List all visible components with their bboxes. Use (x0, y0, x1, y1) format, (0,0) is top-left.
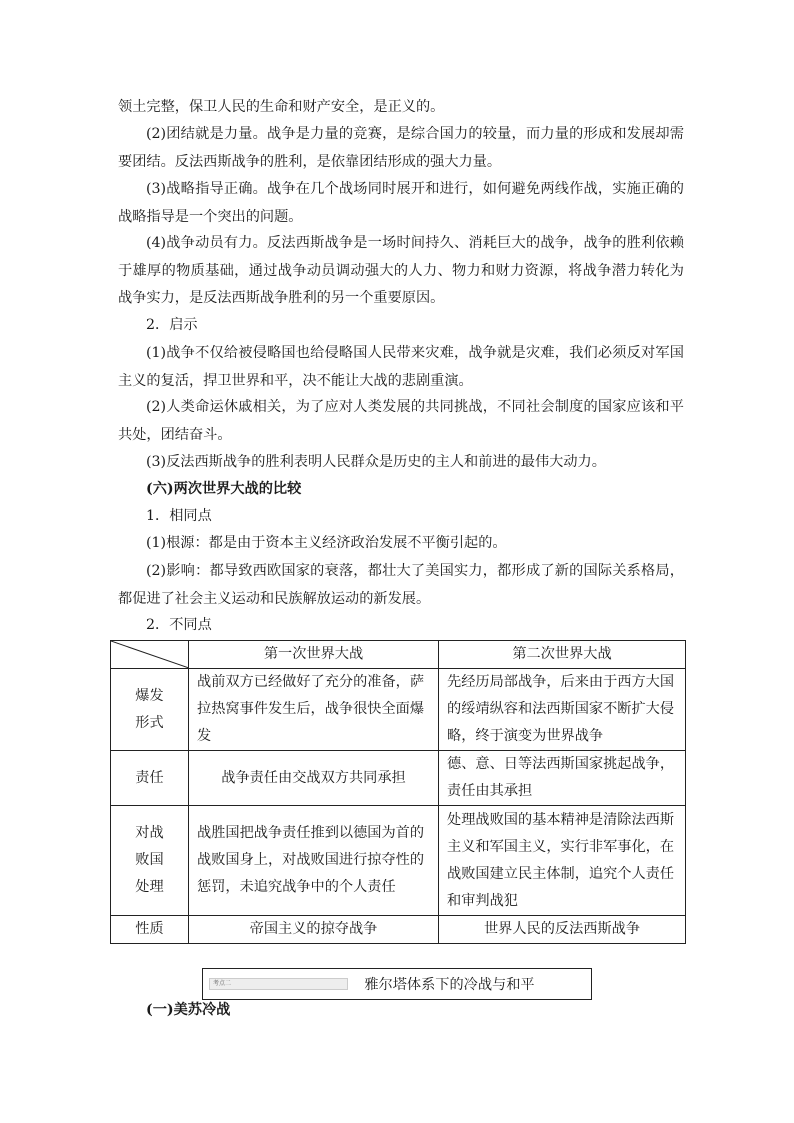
paragraph-enlightenment-1: (1)战争不仅给被侵略国也给侵略国人民带来灾难，战争就是灾难，我们必须反对军国主义的复活，捍卫世界和平，决不能让大战的悲剧重演。 (118, 345, 684, 389)
heading-cold-war: (一)美苏冷战 (146, 1002, 231, 1018)
table-row (111, 916, 686, 944)
cell-ww2-outbreak: 先经历局部战争，后来由于西方大国的绥靖纵容和法西斯国家不断扩大侵略，终于演变为世界战争 (439, 669, 686, 751)
table-header-ww1: 第一次世界大战 (189, 641, 439, 669)
cell-ww1-nature: 帝国主义的掠夺战争 (189, 916, 439, 944)
table-header-row (111, 641, 686, 669)
paragraph-mobilization: (4)战争动员有力。反法西斯战争是一场时间持久、消耗巨大的战争，战争的胜利依赖于雄厚的物质基础，通过战争动员调动强大的人力、物力和财力资源，将战争潜力转化为战争实力，是反法西斯战争胜利的另一个重要原因。 (118, 235, 684, 306)
paragraph-unity: (2)团结就是力量。战争是力量的竞赛，是综合国力的较量，而力量的形成和发展却需要团结。反法西斯战争的胜利，是依靠团结形成的强大力量。 (118, 126, 684, 170)
heading-comparison: (六)两次世界大战的比较 (146, 481, 302, 497)
heading-differences: 2．不同点 (146, 617, 212, 633)
table-row (111, 751, 686, 806)
cell-ww1-responsibility: 战争责任由交战双方共同承担 (189, 751, 439, 806)
row-label-nature: 性质 (111, 916, 189, 944)
section-title: 雅尔塔体系下的冷战与和平 (364, 977, 535, 993)
paragraph-enlightenment-2: (2)人类命运休戚相关，为了应对人类发展的共同挑战，不同社会制度的国家应该和平共处，团结奋斗。 (118, 399, 684, 443)
heading-enlightenment: 2．启示 (146, 317, 198, 333)
paragraph-strategy: (3)战略指导正确。战争在几个战场同时展开和进行，如何避免两线作战，实施正确的战略指导是一个突出的问题。 (118, 181, 684, 225)
comparison-table (110, 640, 686, 944)
row-label-outbreak: 爆发 形式 (111, 669, 189, 751)
cell-ww2-responsibility: 德、意、日等法西斯国家挑起战争，责任由其承担 (439, 751, 686, 806)
row-label-responsibility: 责任 (111, 751, 189, 806)
table-header-ww2: 第二次世界大战 (439, 641, 686, 669)
table-row (111, 806, 686, 916)
paragraph-root-cause: (1)根源：都是由于资本主义经济政治发展不平衡引起的。 (146, 535, 507, 551)
cell-ww2-nature: 世界人民的反法西斯战争 (439, 916, 686, 944)
section-tag: 考点二 (209, 978, 348, 990)
cell-ww2-treatment: 处理战败国的基本精神是清除法西斯主义和军国主义，实行非军事化，在战败国建立民主体制，追究个人责任和审判战犯 (439, 806, 686, 916)
paragraph-1: 领土完整，保卫人民的生命和财产安全，是正义的。 (118, 99, 445, 115)
section-title-box (202, 968, 592, 1000)
cell-ww1-outbreak: 战前双方已经做好了充分的准备，萨拉热窝事件发生后，战争很快全面爆发 (189, 669, 439, 751)
cell-ww1-treatment: 战胜国把战争责任推到以德国为首的战败国身上，对战败国进行掠夺性的惩罚，未追究战争中的个人责任 (189, 806, 439, 916)
table-corner-cell (111, 641, 189, 669)
paragraph-enlightenment-3: (3)反法西斯战争的胜利表明人民群众是历史的主人和前进的最伟大动力。 (146, 454, 606, 470)
heading-similarities: 1．相同点 (146, 508, 212, 524)
table-row (111, 669, 686, 751)
paragraph-impact: (2)影响：都导致西欧国家的衰落，都壮大了美国实力，都形成了新的国际关系格局，都促进了社会主义运动和民族解放运动的新发展。 (118, 563, 684, 607)
diagonal-line (111, 641, 189, 668)
row-label-treatment: 对战 败国 处理 (111, 806, 189, 916)
